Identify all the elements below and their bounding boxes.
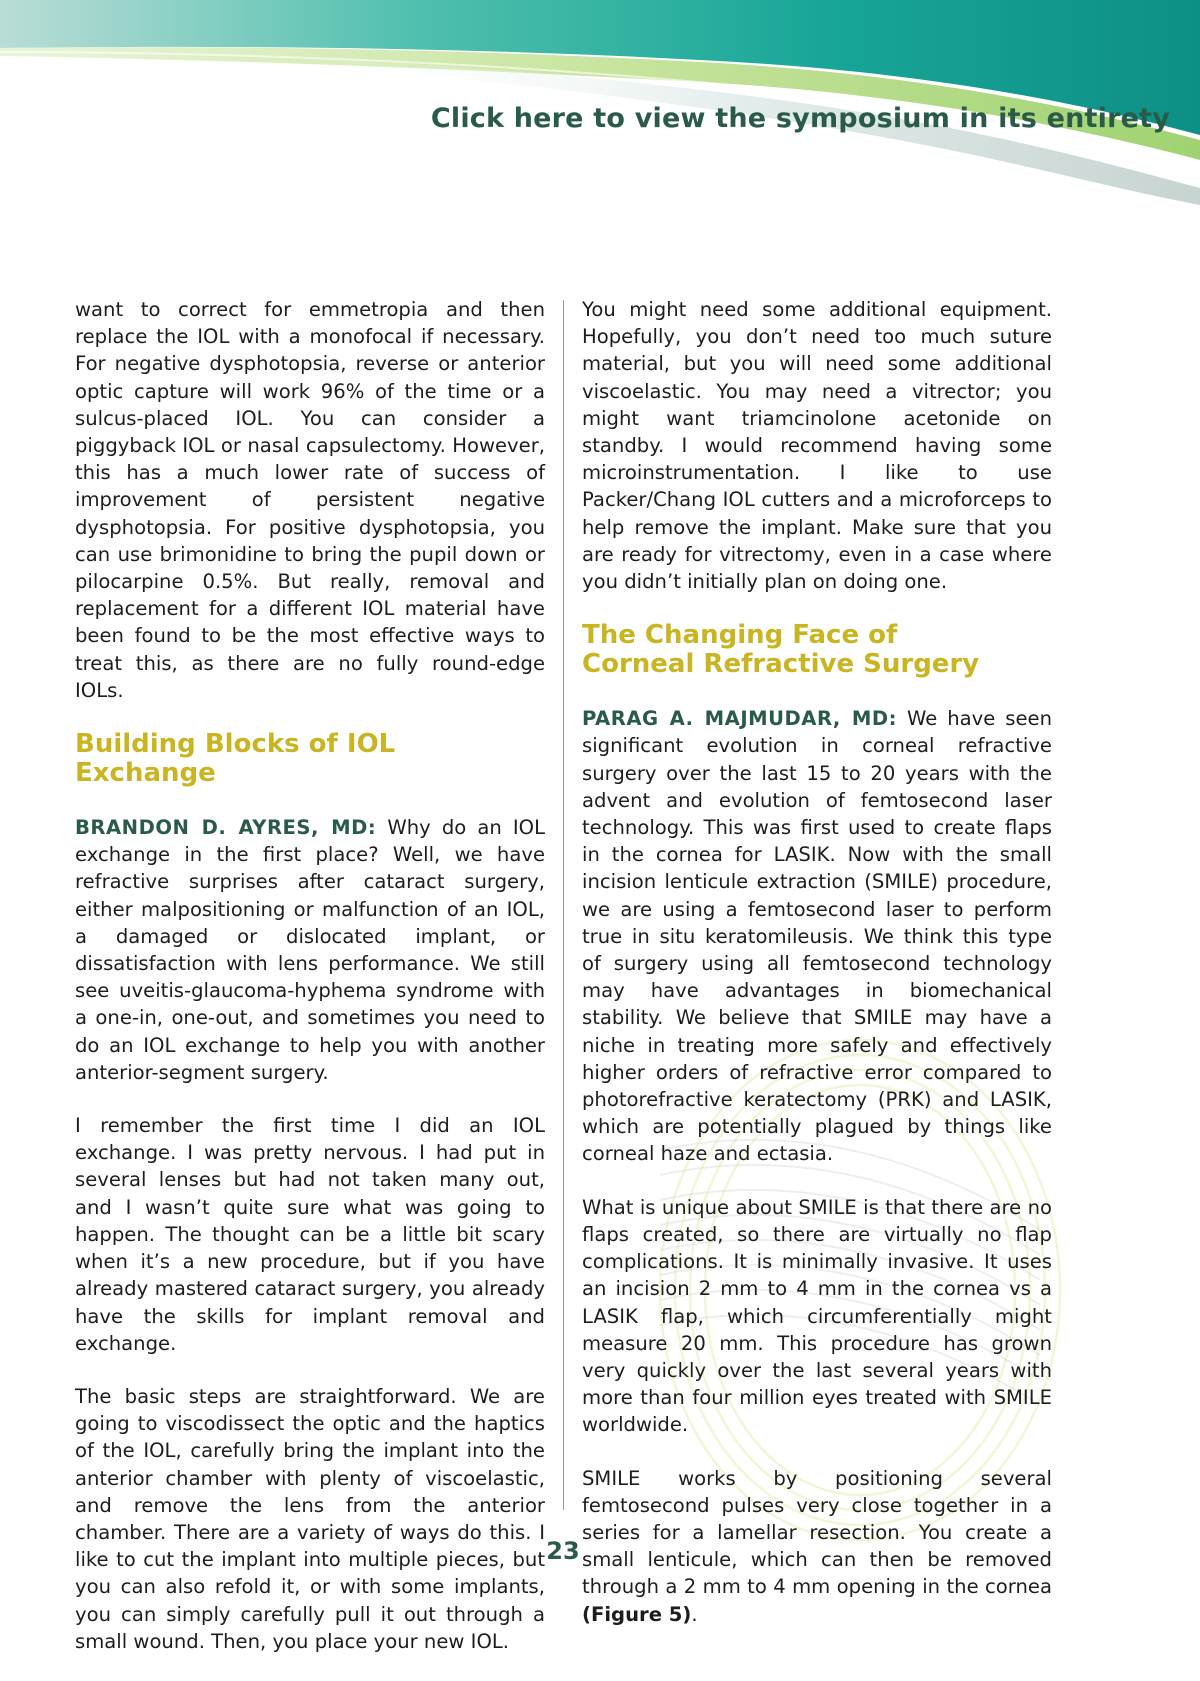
right-paragraph-4-text: SMILE works by positioning several femtosecond pulses very close together in a series for a lamellar resection. You create a small lenticule, which can then be removed through a 2 mm to 4 mm opening in the cornea xyxy=(582,1466,1052,1599)
right-column xyxy=(582,296,1052,1654)
right-paragraph-3: What is unique about SMILE is that there are no flaps created, so there are virtually no flap complications. It is minimally invasive. It uses an incision 2 mm to 4 mm in the cornea vs a LASIK flap, which circumferentially might measure 20 mm. This procedure has grown very quickly over the last several years with more than four million eyes treated with SMILE worldwide. xyxy=(582,1195,1052,1437)
left-paragraph-3: I remember the first time I did an IOL exchange. I was pretty nervous. I had put in several lenses but had not taken many out, and I wasn’t quite sure what was going to happen. The thought can be a little bit scary when it’s a new procedure, but if you have already mastered cataract surgery, you already have the skills for implant removal and exchange. xyxy=(75,1114,545,1355)
left-paragraph-4: The basic steps are straightforward. We are going to viscodissect the optic and the haptics of the IOL, carefully bring the implant into the anterior chamber with plenty of viscoelastic, and remove the lens from the anterior chamber. There are a variety of ways do this. I like to cut the implant into multiple pieces, but you can also refold it, or with some implants, you can simply carefully pull it out through a small wound. Then, you place your new IOL. xyxy=(75,1384,545,1653)
section-heading-corneal-surgery xyxy=(582,621,1052,679)
left-paragraph-1: want to correct for emmetropia and then replace the IOL with a monofocal if necessary. For negative dysphotopsia, reverse or anterior optic capture will work 96% of the time or a sulcus-placed IOL. You can consider a piggyback IOL or nasal capsulectomy. However, this has a much lower rate of success of improvement of persistent negative dysphotopsia. For positive dysphotopsia, you can use brimonidine to bring the pupil down or pilocarpine 0.5%. But really, removal and replacement for a different IOL material have been found to be the most effective ways to treat this, as there are no fully round-edge IOLs. xyxy=(75,298,545,702)
right-paragraph-1: You might need some additional equipment. Hopefully, you don’t need too much suture material, but you will need some additional viscoelastic. You may need a vitrector; you might want triamcinolone acetonide on standby. I would recommend having some microinstrumentation. I like to use Packer/Chang IOL cutters and a microforceps to help remove the implant. Make sure that you are ready for vitrectomy, even in a case where you didn’t initially plan on doing one. xyxy=(582,298,1052,594)
heading-line-1: The Changing Face of xyxy=(582,620,898,651)
left-paragraph-2-text: Why do an IOL exchange in the first place? Well, we have refractive surprises after cataract surgery, either malpositioning or malfunction of an IOL, a damaged or dislocated implant, or dissatisfaction with lens performance. We still see uveitis-glaucoma-hyphema syndrome with a one-in, one-out, and sometimes you need to do an IOL exchange to help you with another anterior-segment surgery. xyxy=(75,816,545,1084)
right-paragraph-2 xyxy=(582,705,1052,1167)
page-number: 23 xyxy=(546,1537,580,1565)
heading-line-2: Corneal Refractive Surgery xyxy=(582,649,980,680)
section-heading-iol-exchange: Building Blocks of IOL Exchange xyxy=(75,729,396,789)
speaker-name-majmudar: PARAG A. MAJMUDAR, MD: xyxy=(582,707,897,731)
left-column xyxy=(75,296,545,1681)
symposium-link[interactable]: Click here to view the symposium in its entirety xyxy=(430,103,1170,134)
right-paragraph-4-end: . xyxy=(691,1602,698,1626)
left-paragraph-2 xyxy=(75,814,545,1086)
right-paragraph-2-text: We have seen significant evolution in corneal refractive surgery over the last 15 to 20 years with the advent and evolution of femtosecond laser technology. This was first used to create flaps in the cornea for LASIK. Now with the small incision lenticule extraction (SMILE) procedure, we are using a femtosecond laser to perform true in situ keratomileusis. We think this type of surgery using all femtosecond technology may have advantages in biomechanical stability. We believe that SMILE may have a niche in treating more safely and effectively higher orders of refractive error compared to photorefractive keratectomy (PRK) and LASIK, which are potentially plagued by things like corneal haze and ectasia. xyxy=(582,707,1052,1166)
figure-reference: (Figure 5) xyxy=(582,1602,692,1626)
speaker-name-ayres: BRANDON D. AYRES, MD: xyxy=(75,816,377,840)
column-divider xyxy=(563,300,564,1510)
